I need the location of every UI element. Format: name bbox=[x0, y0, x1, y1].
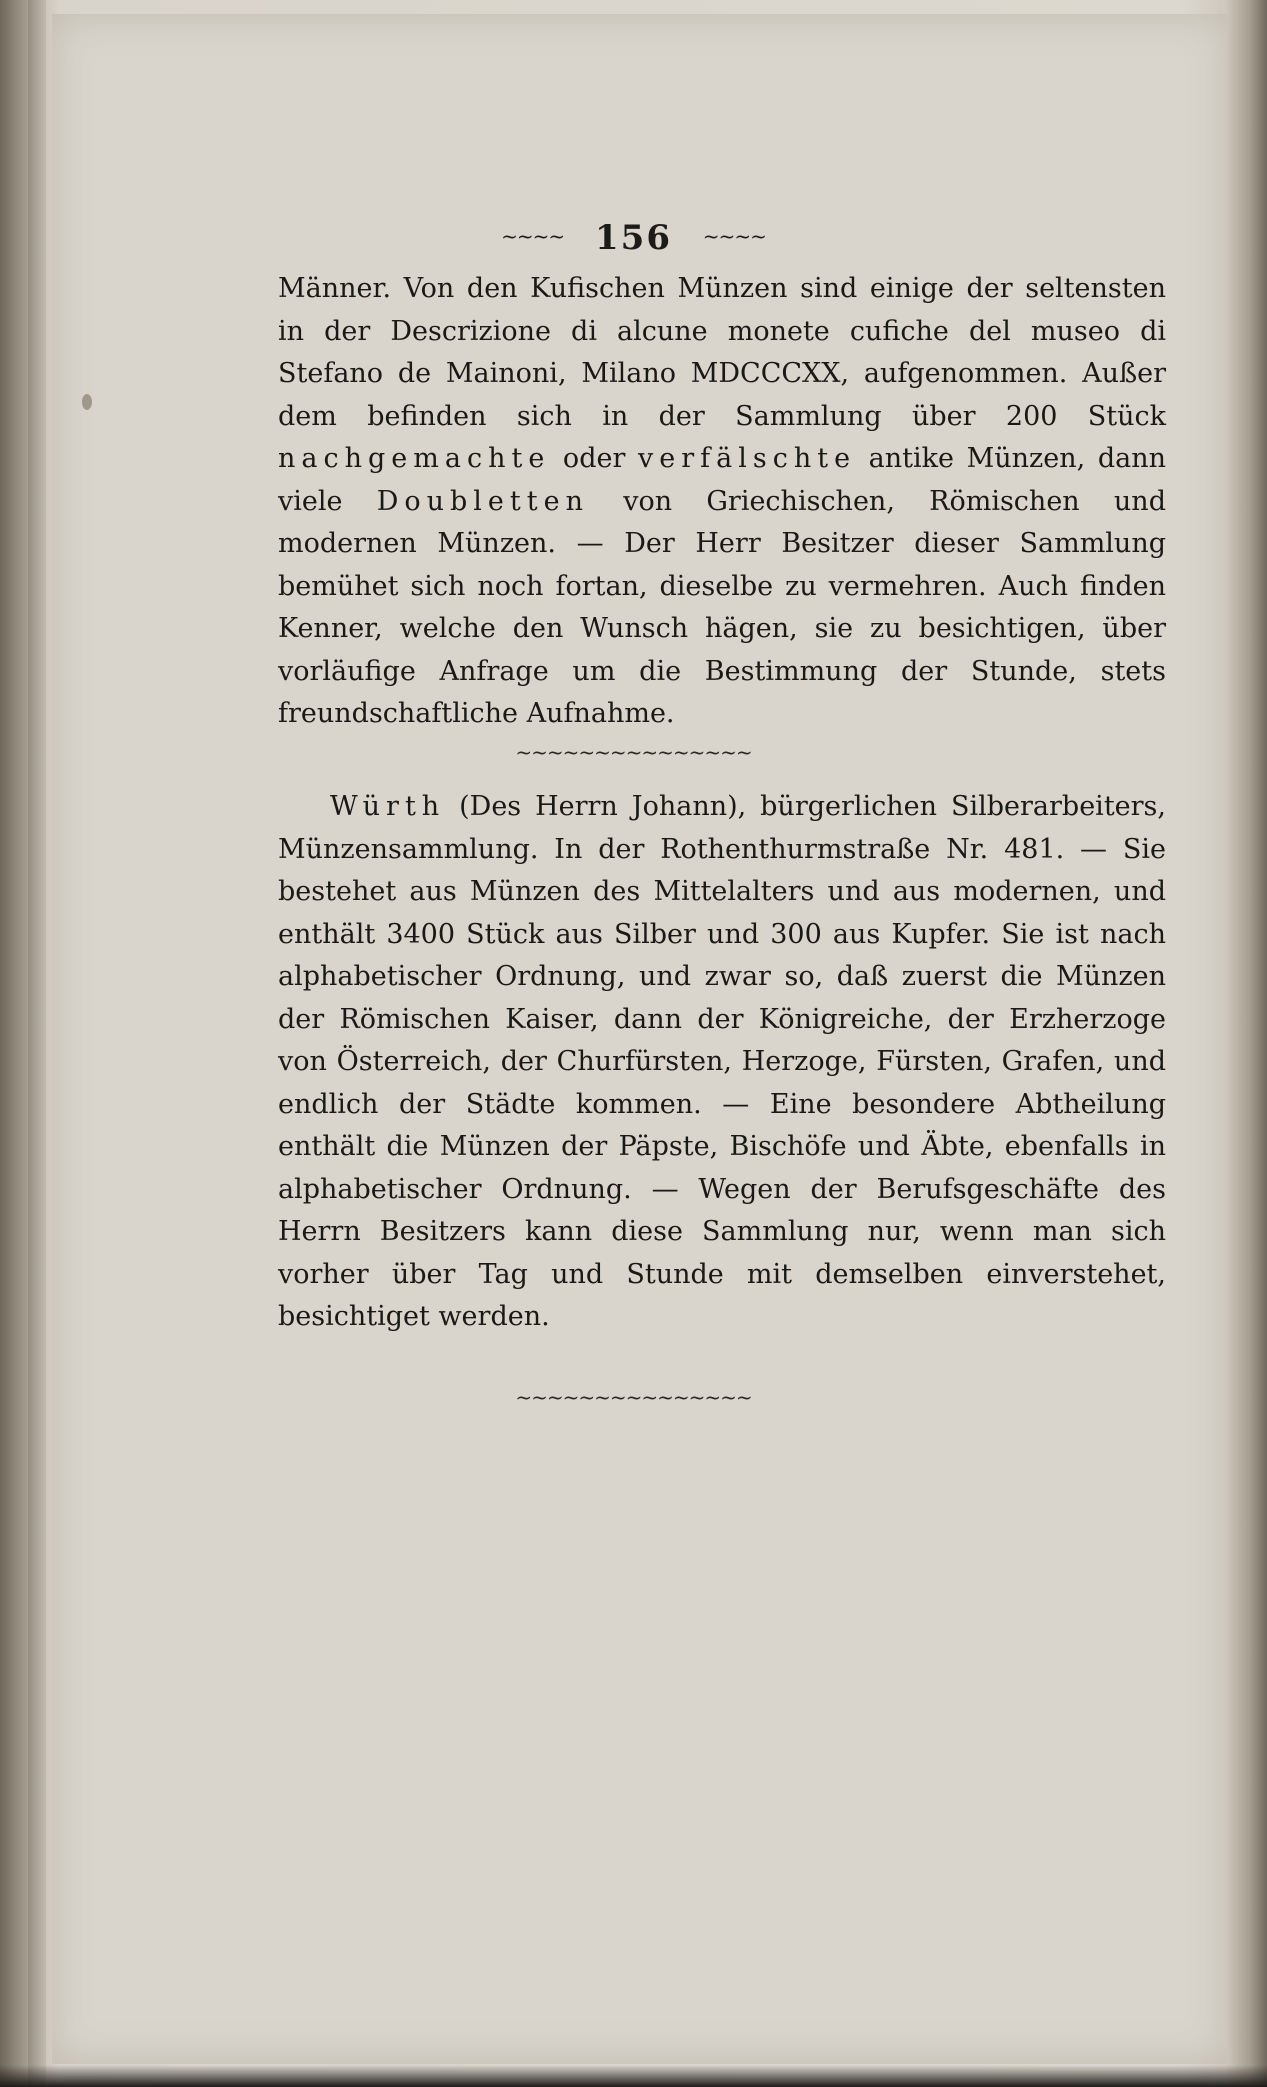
paragraph-text bbox=[278, 786, 1166, 1339]
text-run: antike Münzen, dann viele bbox=[278, 443, 1166, 517]
paragraph-text bbox=[278, 268, 1166, 736]
emphasized-word: verfälschte bbox=[637, 443, 857, 474]
text-run: Männer. Von den Kufischen Münzen sind einige der seltensten in der Descrizione di alcune monete cufiche del museo di Stefano de Mainoni, Milano MDCCCXX, aufgenommen. Außer dem befinden sich in der Sammlung über 200 Stück bbox=[278, 273, 1166, 432]
header-ornament-right: ~~~~ bbox=[702, 224, 766, 248]
text-run: von Griechischen, Römischen und modernen Münzen. — Der Herr Besitzer dieser Sammlung bemühet sich noch fortan, dieselbe zu vermehren. Auch finden Kenner, welche den Wunsch hägen, sie zu besichtigen, über vorläufige Anfrage um die Bestimmung der Stunde, stets freundschaftliche Aufnahme. bbox=[278, 485, 1166, 729]
paragraph-wuerth-collection bbox=[278, 786, 1166, 1339]
text-run: oder bbox=[550, 443, 638, 474]
emphasized-word: Doubletten bbox=[376, 485, 589, 517]
scan-bottom-shadow bbox=[0, 2065, 1267, 2087]
page-header bbox=[0, 218, 1267, 258]
emphasized-word: nachgemachte bbox=[278, 443, 551, 474]
page-fore-edge bbox=[28, 0, 46, 2087]
text-run: (Des Herrn Johann), bürgerlichen Silberarbeiters, Münzensammlung. In der Rothenthurmstraße Nr. 481. — Sie bestehet aus Münzen des Mittelalters und aus modernen, und enthält 3400 Stück aus Silber und 300 aus Kupfer. Sie ist nach alphabetischer Ordnung, und zwar so, daß zuerst die Münzen der Römischen Kaiser, dann der Königreiche, der Erzherzoge von Österreich, der Churfürsten, Herzoge, Fürsten, Grafen, und endlich der Städte kommen. — Eine besondere Abtheilung enthält die Münzen der Päpste, Bischöfe und Äbte, ebenfalls in alphabetischer Ordnung. — Wegen der Berufsgeschäfte des Herrn Besitzers kann diese Sammlung nur, wenn man sich vorher über Tag und Stunde mit demselben einverstehet, besichtiget werden. bbox=[278, 791, 1166, 1332]
section-divider: ~~~~~~~~~~~~~~~ bbox=[515, 740, 752, 764]
paragraph-mainoni-collection bbox=[278, 268, 1166, 736]
page-number: 156 bbox=[595, 218, 672, 258]
header-ornament-left: ~~~~ bbox=[501, 224, 565, 248]
section-divider: ~~~~~~~~~~~~~~~ bbox=[515, 1385, 752, 1409]
ink-smudge bbox=[82, 394, 92, 410]
emphasized-word: Würth bbox=[330, 791, 446, 822]
